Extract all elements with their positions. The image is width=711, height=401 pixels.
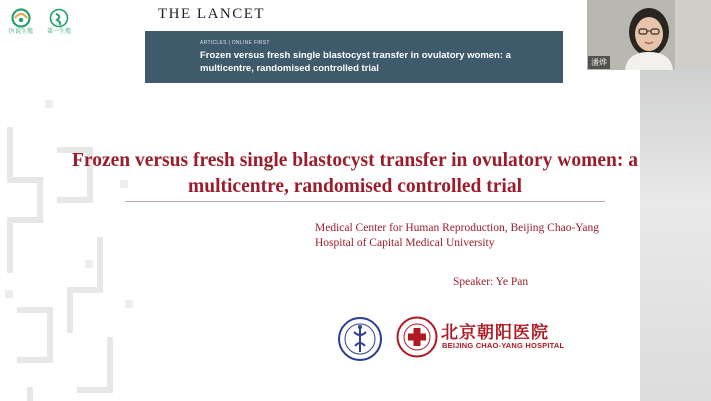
diyi-logo <box>42 8 76 36</box>
affiliation-text: Medical Center for Human Reproduction, Beijing Chao-Yang Hospital of Capital Medical University <box>315 222 600 249</box>
diyi-logo-icon <box>48 8 70 28</box>
logo-caption: 医说生殖 <box>8 28 33 35</box>
title-divider <box>125 201 605 202</box>
logo-caption: 第一生殖 <box>46 28 71 35</box>
university-seal-icon <box>337 316 383 362</box>
header-logos <box>4 8 76 36</box>
speaker-text: Speaker: Ye Pan <box>453 276 529 288</box>
hospital-name-english: BEIJING CHAO-YANG HOSPITAL <box>442 341 565 350</box>
lancet-section-tag: ARTICLES | ONLINE FIRST <box>200 40 270 46</box>
room-background <box>640 70 711 401</box>
hospital-name-chinese: 北京朝阳医院 <box>441 323 549 343</box>
decorative-pattern <box>0 90 140 401</box>
yishuo-logo-icon <box>10 8 32 28</box>
lancet-article-title: Frozen versus fresh single blastocyst transfer in ovulatory women: a multicentre, randomised controlled trial <box>200 50 511 74</box>
slide-title: Frozen versus fresh single blastocyst transfer in ovulatory women: a multicentre, randomised controlled trial <box>72 150 638 197</box>
yishuo-logo <box>4 8 38 36</box>
lancet-wordmark: THE LANCET <box>158 6 266 22</box>
hospital-seal-icon <box>396 316 438 358</box>
participant-name-label: 潘烨 <box>588 56 610 69</box>
lancet-article-banner <box>145 31 563 83</box>
